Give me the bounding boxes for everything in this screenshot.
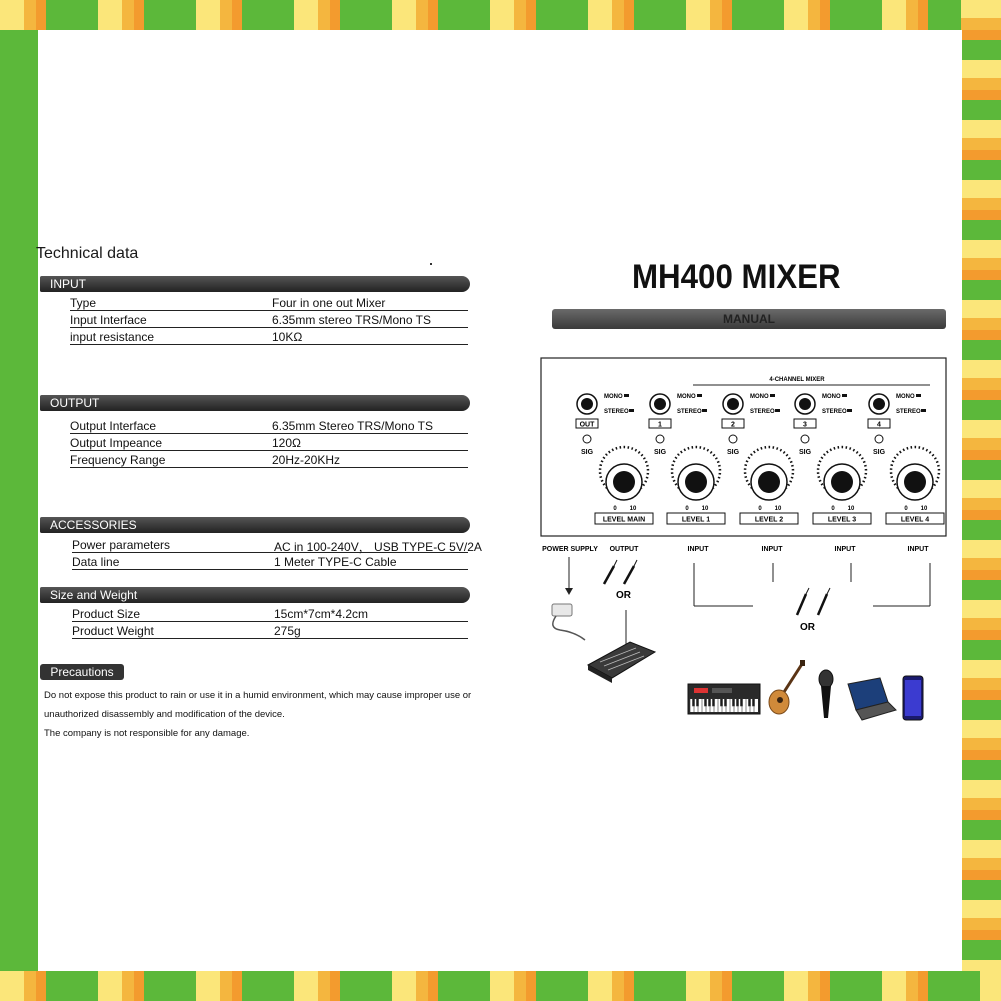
sig-led-icon — [729, 435, 737, 443]
mono-label: MONO — [822, 394, 841, 400]
technical-data-title: Technical data — [36, 245, 139, 262]
scale-max-label: 10 — [774, 506, 782, 512]
switch-indicator-icon — [629, 409, 634, 412]
scale-min-label: 0 — [758, 506, 762, 512]
accessories-header: ACCESSORIES — [40, 517, 470, 533]
level-label: LEVEL MAIN — [602, 516, 646, 524]
row-value: 10KΩ — [272, 330, 303, 344]
switch-indicator-icon — [921, 409, 926, 412]
scale-min-label: 0 — [685, 506, 689, 512]
switch-indicator-icon — [770, 394, 775, 397]
precaution-line: unauthorized disassembly and modification of the device. — [44, 709, 285, 720]
level-label: LEVEL 1 — [681, 516, 711, 524]
panel-label: 4-CHANNEL MIXER — [769, 377, 825, 383]
switch-indicator-icon — [775, 409, 780, 412]
channel-label: OUT — [579, 421, 595, 429]
scale-max-label: 10 — [847, 506, 855, 512]
row-key: Output Impeance — [70, 436, 163, 450]
jack-hole-icon — [581, 398, 593, 410]
power-adapter-icon — [552, 604, 585, 640]
sig-led-icon — [656, 435, 664, 443]
channel-label: 2 — [731, 421, 735, 429]
row-value: 1 Meter TYPE-C Cable — [274, 555, 397, 569]
jack-hole-icon — [654, 398, 666, 410]
stereo-label: STEREO — [677, 409, 702, 415]
sig-led-icon — [801, 435, 809, 443]
scale-max-label: 10 — [701, 506, 709, 512]
sig-label: SIG — [872, 449, 886, 456]
row-value: 15cm*7cm*4.2cm — [274, 607, 369, 621]
keyboard-icon — [688, 684, 760, 714]
wiring — [569, 557, 930, 645]
laptop-icon — [848, 678, 896, 720]
row-key: Product Weight — [72, 624, 154, 638]
sig-led-icon — [875, 435, 883, 443]
scale-max-label: 10 — [920, 506, 928, 512]
sig-led-icon — [583, 435, 591, 443]
row-value: AC in 100-240V， USB TYPE-C 5V/2A — [274, 540, 482, 554]
mono-label: MONO — [677, 394, 696, 400]
port-label: INPUT — [907, 546, 929, 553]
stereo-label: STEREO — [604, 409, 629, 415]
switch-indicator-icon — [847, 409, 852, 412]
or-label: OR — [800, 622, 815, 633]
mixing-console-icon — [588, 642, 655, 683]
jack-tip-icon — [614, 560, 830, 594]
switch-indicator-icon — [697, 394, 702, 397]
arrow-down-icon — [565, 588, 573, 595]
phone-icon — [903, 676, 923, 720]
row-key: Type — [70, 296, 97, 310]
row-key: Product Size — [72, 607, 141, 621]
row-key: Input Interface — [70, 313, 147, 327]
jack-hole-icon — [727, 398, 739, 410]
switch-indicator-icon — [916, 394, 921, 397]
channel-label: 4 — [877, 421, 881, 429]
knob-cap-icon — [904, 471, 926, 493]
sig-label: SIG — [798, 449, 812, 456]
jack-hole-icon — [873, 398, 885, 410]
port-label: OUTPUT — [609, 546, 639, 553]
stereo-label: STEREO — [896, 409, 921, 415]
output-header: OUTPUT — [40, 395, 470, 411]
scale-min-label: 0 — [831, 506, 835, 512]
row-key: input resistance — [70, 330, 155, 344]
sig-label: SIG — [653, 449, 667, 456]
manual-bar: MANUAL — [552, 309, 946, 329]
row-key: Data line — [72, 555, 120, 569]
level-label: LEVEL 2 — [754, 516, 784, 524]
port-label: POWER SUPPLY — [542, 546, 598, 553]
channel-label: 1 — [658, 421, 662, 429]
scale-max-label: 10 — [629, 506, 637, 512]
row-value: 6.35mm Stereo TRS/Mono TS — [272, 419, 433, 433]
level-label: LEVEL 4 — [900, 516, 930, 524]
sig-label: SIG — [726, 449, 740, 456]
knob-cap-icon — [613, 471, 635, 493]
switch-indicator-icon — [624, 394, 629, 397]
channel-label: 3 — [803, 421, 807, 429]
row-value: 275g — [274, 624, 301, 638]
guitar-icon — [769, 660, 805, 714]
port-label: INPUT — [834, 546, 856, 553]
mono-label: MONO — [896, 394, 915, 400]
input-header: INPUT — [40, 276, 470, 292]
port-label: INPUT — [761, 546, 783, 553]
size-weight-header: Size and Weight — [40, 587, 470, 603]
scale-min-label: 0 — [904, 506, 908, 512]
row-key: Frequency Range — [70, 453, 166, 467]
knob-cap-icon — [758, 471, 780, 493]
mono-label: MONO — [604, 394, 623, 400]
row-value: 120Ω — [272, 436, 301, 450]
port-label: INPUT — [687, 546, 709, 553]
row-value: 6.35mm stereo TRS/Mono TS — [272, 313, 431, 327]
level-label: LEVEL 3 — [827, 516, 857, 524]
row-value: 20Hz-20KHz — [272, 453, 341, 467]
knob-cap-icon — [831, 471, 853, 493]
precaution-line: Do not expose this product to rain or use it in a humid environment, which may cause improper use or — [44, 690, 472, 701]
or-label: OR — [616, 590, 631, 601]
precaution-line: The company is not responsible for any damage. — [44, 728, 250, 739]
product-title: MH400 MIXER — [632, 258, 841, 296]
mono-label: MONO — [750, 394, 769, 400]
switch-indicator-icon — [842, 394, 847, 397]
precautions-label: Precautions — [40, 664, 124, 680]
scale-min-label: 0 — [613, 506, 617, 512]
stereo-label: STEREO — [750, 409, 775, 415]
row-key: Power parameters — [72, 538, 171, 552]
sig-label: SIG — [580, 449, 594, 456]
row-key: Output Interface — [70, 419, 157, 433]
switch-indicator-icon — [702, 409, 707, 412]
microphone-icon — [819, 670, 833, 718]
knob-cap-icon — [685, 471, 707, 493]
jack-hole-icon — [799, 398, 811, 410]
row-value: Four in one out Mixer — [272, 296, 386, 310]
stereo-label: STEREO — [822, 409, 847, 415]
jack-cable-icon — [604, 566, 827, 615]
